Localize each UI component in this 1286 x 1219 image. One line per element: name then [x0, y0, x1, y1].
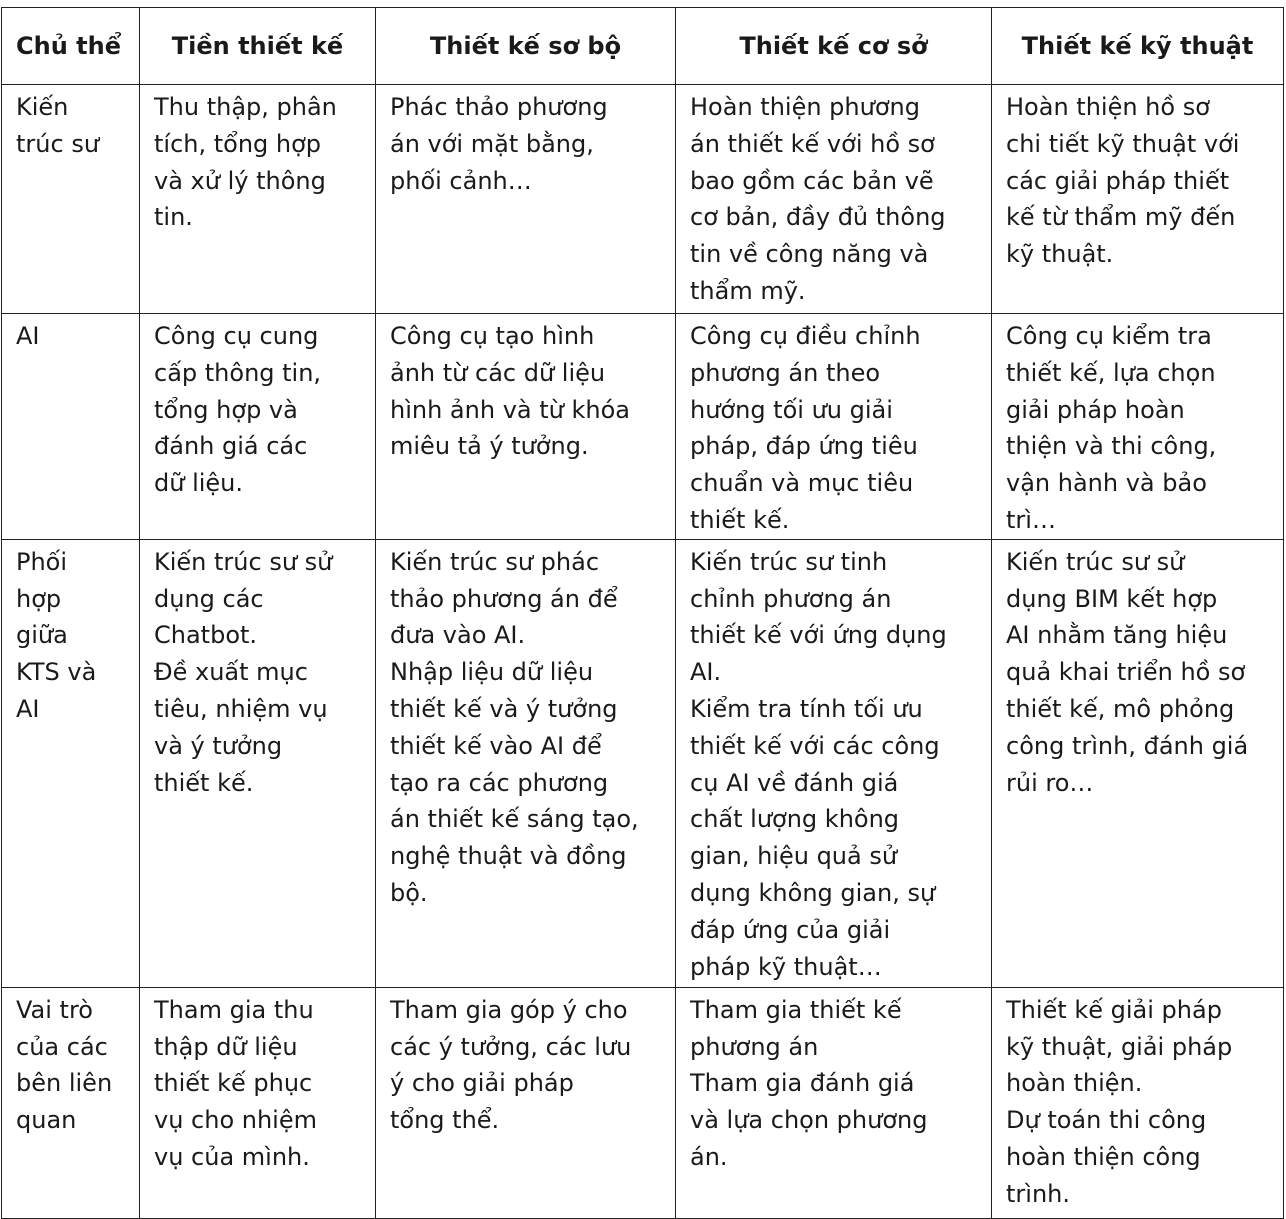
table-cell: Tham gia thiết kế phương án Tham gia đánh giá và lựa chọn phương án. [676, 987, 992, 1218]
row-subject-ai: AI [2, 314, 140, 540]
design-phase-table [1, 7, 1284, 1219]
table-cell: Kiến trúc sư sử dụng BIM kết hợp AI nhằm tăng hiệu quả khai triển hồ sơ thiết kế, mô phỏng công trình, đánh giá rủi ro… [992, 539, 1284, 987]
header-schematic-design: Thiết kế sơ bộ [376, 8, 676, 85]
table-row [2, 539, 1284, 987]
table-cell: Công cụ kiểm tra thiết kế, lựa chọn giải pháp hoàn thiện và thi công, vận hành và bảo trì… [992, 314, 1284, 540]
table-cell: Kiến trúc sư sử dụng các Chatbot. Đề xuất mục tiêu, nhiệm vụ và ý tưởng thiết kế. [140, 539, 376, 987]
header-subject: Chủ thể [2, 8, 140, 85]
table-cell: Công cụ điều chỉnh phương án theo hướng tối ưu giải pháp, đáp ứng tiêu chuẩn và mục tiêu thiết kế. [676, 314, 992, 540]
table-cell: Thiết kế giải pháp kỹ thuật, giải pháp hoàn thiện. Dự toán thi công hoàn thiện công trình. [992, 987, 1284, 1218]
table-cell: Công cụ tạo hình ảnh từ các dữ liệu hình ảnh và từ khóa miêu tả ý tưởng. [376, 314, 676, 540]
row-subject-stakeholders: Vai trò của các bên liên quan [2, 987, 140, 1218]
table-row [2, 987, 1284, 1218]
row-subject-collaboration: Phối hợp giữa KTS và AI [2, 539, 140, 987]
header-technical-design: Thiết kế kỹ thuật [992, 8, 1284, 85]
table-cell: Hoàn thiện phương án thiết kế với hồ sơ bao gồm các bản vẽ cơ bản, đầy đủ thông tin về công năng và thẩm mỹ. [676, 85, 992, 314]
table-row [2, 85, 1284, 314]
table-cell: Kiến trúc sư tinh chỉnh phương án thiết kế với ứng dụng AI. Kiểm tra tính tối ưu thiết kế với các công cụ AI về đánh giá chất lượng không gian, hiệu quả sử dụng không gian, sự đáp ứng của giải pháp kỹ thuật… [676, 539, 992, 987]
table-cell: Tham gia thu thập dữ liệu thiết kế phục vụ cho nhiệm vụ của mình. [140, 987, 376, 1218]
table-row [2, 314, 1284, 540]
table-cell: Thu thập, phân tích, tổng hợp và xử lý thông tin. [140, 85, 376, 314]
header-row [2, 8, 1284, 85]
row-subject-architect: Kiến trúc sư [2, 85, 140, 314]
header-pre-design: Tiền thiết kế [140, 8, 376, 85]
table-cell: Kiến trúc sư phác thảo phương án để đưa vào AI. Nhập liệu dữ liệu thiết kế và ý tưởng thiết kế vào AI để tạo ra các phương án thiết kế sáng tạo, nghệ thuật và đồng bộ. [376, 539, 676, 987]
table-cell: Công cụ cung cấp thông tin, tổng hợp và đánh giá các dữ liệu. [140, 314, 376, 540]
header-basic-design: Thiết kế cơ sở [676, 8, 992, 85]
table-cell: Hoàn thiện hồ sơ chi tiết kỹ thuật với các giải pháp thiết kế từ thẩm mỹ đến kỹ thuật. [992, 85, 1284, 314]
table-cell: Tham gia góp ý cho các ý tưởng, các lưu ý cho giải pháp tổng thể. [376, 987, 676, 1218]
table-cell: Phác thảo phương án với mặt bằng, phối cảnh… [376, 85, 676, 314]
